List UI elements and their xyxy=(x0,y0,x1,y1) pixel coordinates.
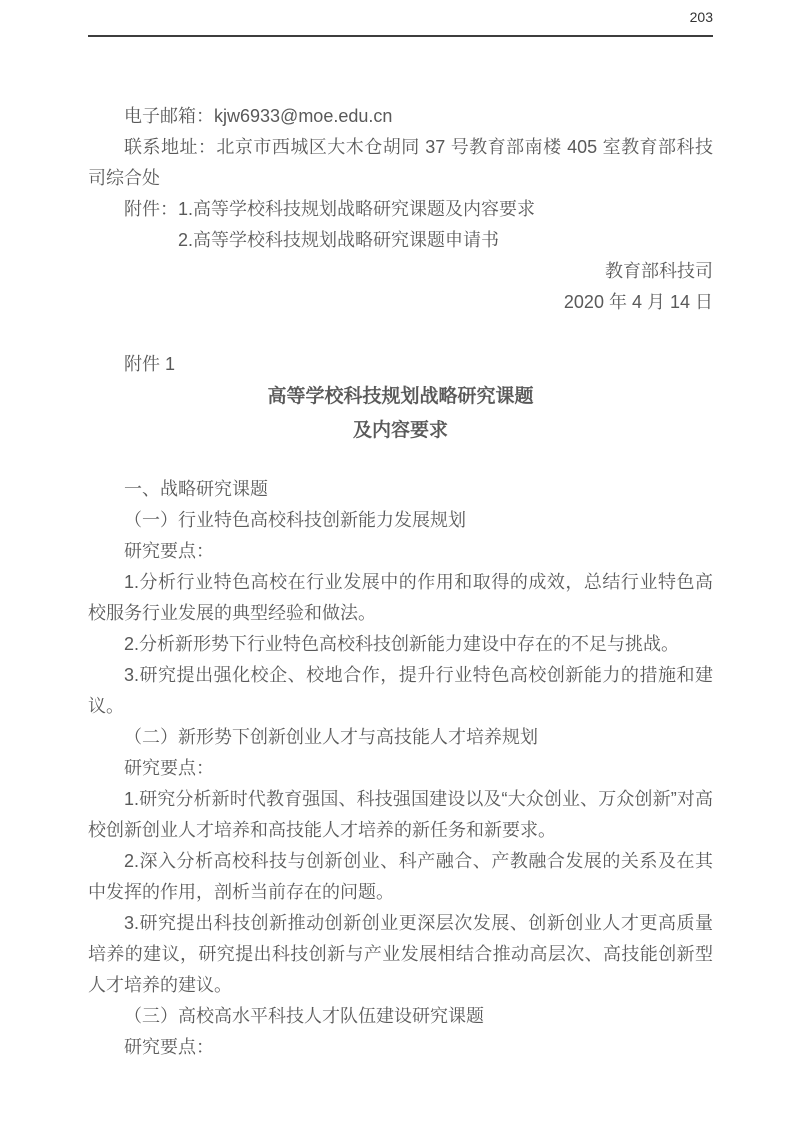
subsection-2-point-2: 2.深入分析高校科技与创新创业、科产融合、产教融合发展的关系及在其中发挥的作用，剖析当前存在的问题。 xyxy=(88,851,713,902)
subsection-2-points-label: 研究要点： xyxy=(124,758,214,778)
subsection-1-point-2: 2.分析新形势下行业特色高校科技创新能力建设中存在的不足与挑战。 xyxy=(124,634,680,654)
document-content xyxy=(88,101,713,1063)
header-rule xyxy=(88,35,713,37)
page-number: 203 xyxy=(689,9,713,25)
subsection-1-point-1: 1.分析行业特色高校在行业发展中的作用和取得的成效，总结行业特色高校服务行业发展的典型经验和做法。 xyxy=(88,572,713,623)
document-title xyxy=(88,380,713,448)
subsection-3-points-label: 研究要点： xyxy=(124,1037,214,1057)
address-line: 联系地址：北京市西城区大木仓胡同 37 号教育部南楼 405 室教育部科技司综合处 xyxy=(88,137,713,188)
signoff-issuer: 教育部科技司 xyxy=(605,261,713,281)
subsection-1-points-label: 研究要点： xyxy=(124,541,214,561)
subsection-1-heading: （一）行业特色高校科技创新能力发展规划 xyxy=(124,510,466,530)
attachments-note-line1: 附件：1.高等学校科技规划战略研究课题及内容要求 xyxy=(124,199,536,219)
signoff-date: 2020 年 4 月 14 日 xyxy=(563,292,713,312)
section-1-heading: 一、战略研究课题 xyxy=(124,479,268,499)
subsection-2-heading: （二）新形势下创新创业人才与高技能人才培养规划 xyxy=(124,727,538,747)
attachments-note-line2: 2.高等学校科技规划战略研究课题申请书 xyxy=(178,230,500,250)
subsection-1-point-3: 3.研究提出强化校企、校地合作，提升行业特色高校创新能力的措施和建议。 xyxy=(88,665,713,716)
page-header xyxy=(88,6,713,28)
subsection-2-point-1: 1.研究分析新时代教育强国、科技强国建设以及“大众创业、万众创新”对高校创新创业人才培养和高技能人才培养的新任务和新要求。 xyxy=(88,789,713,840)
subsection-3-heading: （三）高校高水平科技人才队伍建设研究课题 xyxy=(124,1006,484,1026)
document-title-line-2: 及内容要求 xyxy=(352,420,448,441)
document-title-line-1: 高等学校科技规划战略研究课题 xyxy=(267,386,534,407)
email-line: 电子邮箱：kjw6933@moe.edu.cn xyxy=(124,106,393,126)
attachment-label: 附件 1 xyxy=(124,354,176,374)
subsection-2-point-3: 3.研究提出科技创新推动创新创业更深层次发展、创新创业人才更高质量培养的建议，研究提出科技创新与产业发展相结合推动高层次、高技能创新型人才培养的建议。 xyxy=(88,913,713,995)
